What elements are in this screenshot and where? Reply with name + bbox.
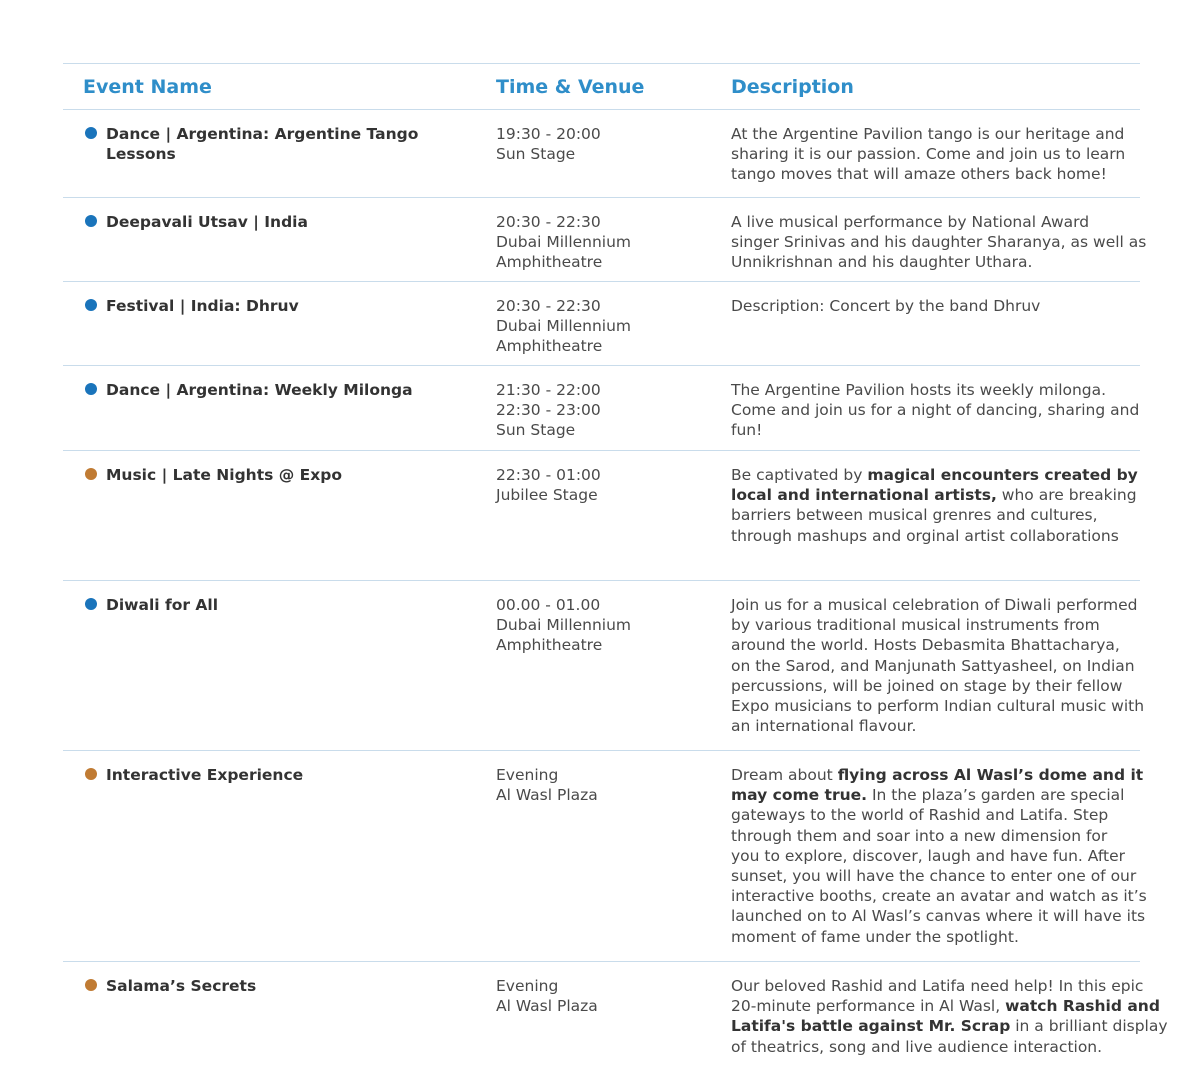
time-venue-line: Sun Stage	[496, 145, 576, 164]
event-time-venue	[496, 465, 716, 505]
time-venue-line: Dubai Millennium	[496, 616, 632, 635]
description-text: fun!	[731, 421, 763, 440]
table-row	[63, 366, 1140, 451]
description-line	[731, 866, 1136, 886]
category-dot-icon	[85, 979, 97, 991]
description-text: on the Sarod, and Manjunath Sattyasheel, on Indian	[731, 656, 1135, 675]
description-line	[731, 485, 1136, 505]
description-text: interactive booths, create an avatar and watch as it’s	[731, 887, 1147, 906]
description-line	[731, 765, 1144, 785]
event-time-venue	[496, 765, 716, 805]
header-time-venue: Time & Venue	[496, 76, 645, 98]
description-text: Description: Concert by the band Dhruv	[731, 297, 1041, 315]
description-line	[731, 252, 1136, 272]
event-time-venue	[496, 595, 716, 656]
description-line	[731, 886, 1147, 906]
time-venue-line: 19:30 - 20:00	[496, 125, 601, 143]
time-venue-line: Evening	[496, 766, 559, 784]
description-text: through mashups and orginal artist collaborations	[731, 526, 1119, 545]
description-line	[731, 996, 1160, 1016]
description-line	[731, 615, 1136, 635]
description-text: Unnikrishnan and his daughter Uthara.	[731, 253, 1033, 272]
description-text: Expo musicians to perform Indian cultural music with	[731, 697, 1145, 716]
event-time-venue	[496, 296, 716, 357]
description-line	[731, 380, 1136, 400]
event-time-venue	[496, 976, 716, 1016]
event-description	[731, 296, 1136, 316]
description-line	[731, 400, 1140, 420]
event-name: Diwali for All	[106, 596, 219, 614]
time-venue-line: Evening	[496, 977, 559, 995]
table-body	[63, 110, 1168, 1074]
event-description	[731, 212, 1147, 273]
event-name: Salama’s Secrets	[106, 977, 257, 995]
category-dot-icon	[85, 383, 97, 395]
category-dot-icon	[85, 598, 97, 610]
time-venue-line: 22:30 - 01:00	[496, 466, 601, 484]
description-text: Be captivated by	[731, 466, 868, 484]
description-line	[731, 1016, 1168, 1036]
category-dot-icon	[85, 468, 97, 480]
event-name: Interactive Experience	[106, 766, 304, 784]
event-time-venue	[496, 380, 716, 441]
event-description	[731, 380, 1140, 441]
category-dot-icon	[85, 768, 97, 780]
description-text: percussions, will be joined on stage by their fellow	[731, 676, 1123, 695]
description-text: singer Srinivas and his daughter Sharanya, as well as	[731, 233, 1147, 252]
description-text: At the Argentine Pavilion tango is our heritage and	[731, 125, 1125, 143]
event-description	[731, 124, 1136, 185]
description-text: Dream about	[731, 766, 838, 784]
description-line	[731, 212, 1136, 232]
time-venue-line: Dubai Millennium	[496, 317, 632, 336]
description-text: tango moves that will amaze others back home!	[731, 165, 1107, 184]
description-line	[731, 976, 1144, 996]
description-text: around the world. Hosts Debasmita Bhattacharya,	[731, 636, 1120, 655]
description-highlight: magical encounters created by	[867, 466, 1138, 484]
description-line	[731, 144, 1136, 164]
time-venue-line: Jubilee Stage	[496, 486, 598, 505]
table-row	[63, 451, 1140, 581]
description-text: in a brilliant display	[1010, 1017, 1168, 1036]
description-text: barriers between musical grenres and cultures,	[731, 506, 1098, 525]
time-venue-line: Amphitheatre	[496, 337, 603, 356]
event-description	[731, 765, 1147, 947]
description-text: by various traditional musical instruments from	[731, 616, 1100, 635]
description-text: sharing it is our passion. Come and join us to learn	[731, 145, 1126, 164]
time-venue-line: Amphitheatre	[496, 253, 603, 272]
table-row	[63, 581, 1145, 751]
description-text: launched on to Al Wasl’s canvas where it will have its	[731, 907, 1146, 926]
time-venue-line: Sun Stage	[496, 421, 576, 440]
description-text: sunset, you will have the chance to enter one of our	[731, 867, 1137, 886]
description-line	[731, 465, 1136, 485]
table-row	[63, 962, 1168, 1074]
event-name: Music | Late Nights @ Expo	[106, 466, 342, 484]
description-text: moment of fame under the spotlight.	[731, 927, 1019, 946]
time-venue-line: Al Wasl Plaza	[496, 997, 598, 1016]
description-line	[731, 635, 1136, 655]
description-line	[731, 505, 1136, 525]
table-row	[63, 751, 1147, 962]
category-dot-icon	[85, 127, 97, 139]
category-dot-icon	[85, 299, 97, 311]
description-highlight: may come true.	[731, 786, 868, 805]
description-text: who are breaking	[996, 486, 1137, 505]
time-venue-line: 00.00 - 01.00	[496, 596, 601, 614]
description-line	[731, 696, 1145, 716]
description-line	[731, 906, 1146, 926]
table-row	[63, 110, 1140, 198]
description-text: through them and soar into a new dimension for	[731, 826, 1108, 845]
description-text: Join us for a musical celebration of Diwali performed	[731, 596, 1138, 614]
description-line	[731, 826, 1136, 846]
description-line	[731, 526, 1136, 546]
description-line	[731, 164, 1136, 184]
time-venue-line: 20:30 - 22:30	[496, 297, 601, 315]
event-name: Dance | Argentina: Weekly Milonga	[106, 381, 413, 399]
description-text: gateways to the world of Rashid and Latifa. Step	[731, 806, 1109, 825]
description-line	[731, 846, 1136, 866]
description-line	[731, 420, 1136, 440]
event-time-venue	[496, 212, 716, 273]
event-name: Deepavali Utsav | India	[106, 213, 308, 231]
time-venue-line: Dubai Millennium	[496, 233, 632, 252]
description-line	[731, 716, 1136, 736]
time-venue-line: Al Wasl Plaza	[496, 786, 598, 805]
description-highlight: watch Rashid and	[1005, 997, 1160, 1016]
events-table	[63, 63, 1168, 1074]
event-description	[731, 595, 1145, 736]
description-text: of theatrics, song and live audience interaction.	[731, 1037, 1103, 1056]
description-line	[731, 1037, 1136, 1057]
time-venue-line: 22:30 - 23:00	[496, 401, 601, 420]
event-time-venue	[496, 124, 716, 164]
time-venue-line: 20:30 - 22:30	[496, 213, 601, 231]
event-description	[731, 465, 1136, 546]
description-line	[731, 296, 1136, 316]
description-text: A live musical performance by National Award	[731, 213, 1090, 231]
description-text: In the plaza’s garden are special	[867, 786, 1125, 805]
table-header	[63, 64, 1140, 110]
description-line	[731, 927, 1136, 947]
description-line	[731, 805, 1136, 825]
description-text: 20-minute performance in Al Wasl,	[731, 997, 1006, 1016]
description-line	[731, 595, 1136, 615]
description-highlight: flying across Al Wasl’s dome and it	[837, 766, 1144, 784]
event-name: Festival | India: Dhruv	[106, 297, 299, 315]
description-text: an international flavour.	[731, 717, 917, 736]
time-venue-line: 21:30 - 22:00	[496, 381, 601, 399]
table-row	[63, 198, 1147, 282]
description-line	[731, 232, 1147, 252]
description-highlight: local and international artists,	[731, 486, 997, 505]
description-text: The Argentine Pavilion hosts its weekly milonga.	[731, 381, 1107, 399]
description-text: Our beloved Rashid and Latifa need help! In this epic	[731, 977, 1144, 995]
description-line	[731, 656, 1136, 676]
description-highlight: Latifa's battle against Mr. Scrap	[731, 1017, 1011, 1036]
header-event-name: Event Name	[83, 76, 212, 98]
category-dot-icon	[85, 215, 97, 227]
description-line	[731, 124, 1136, 144]
description-text: Come and join us for a night of dancing, sharing and	[731, 401, 1140, 420]
header-description: Description	[731, 76, 854, 98]
description-line	[731, 785, 1136, 805]
event-name: Dance | Argentina: Argentine Tango Lessons	[106, 125, 419, 164]
event-description	[731, 976, 1168, 1057]
description-text: you to explore, discover, laugh and have fun. After	[731, 846, 1125, 865]
description-line	[731, 676, 1136, 696]
table-row	[63, 282, 1140, 366]
time-venue-line: Amphitheatre	[496, 636, 603, 655]
